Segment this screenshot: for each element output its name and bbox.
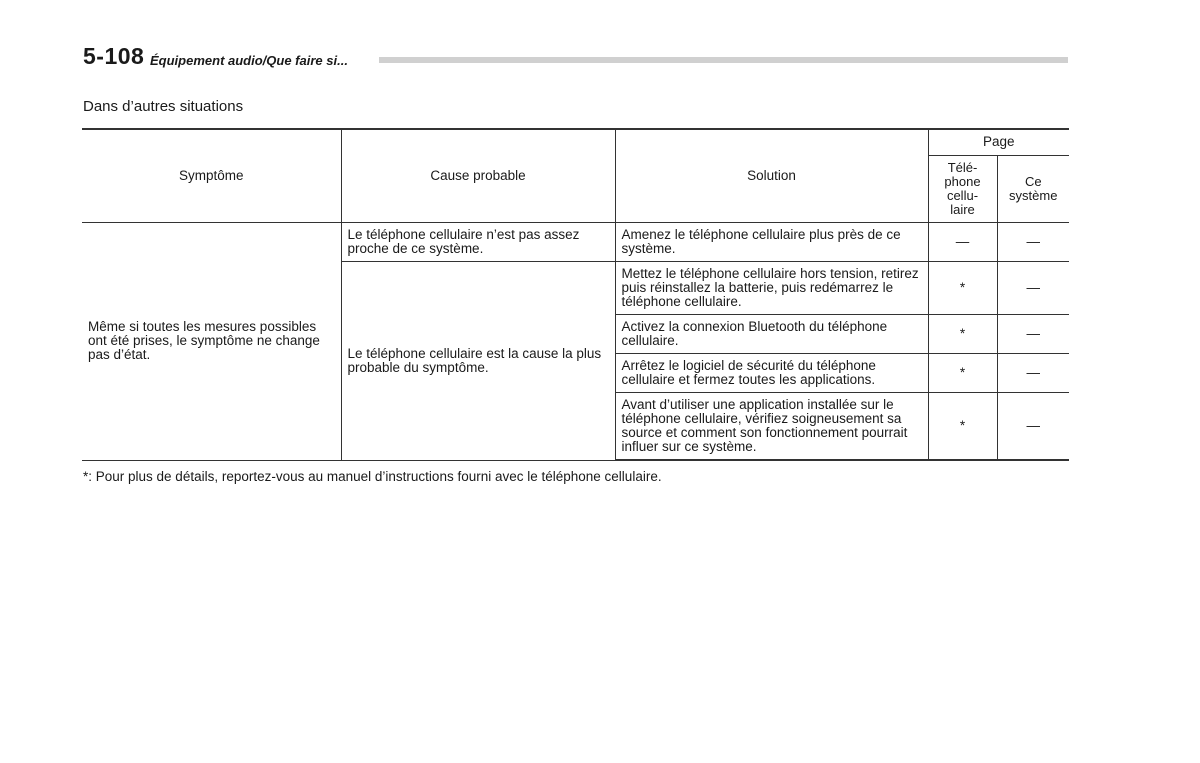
header-rule xyxy=(379,57,1068,63)
solution-cell: Avant d’utiliser une application installée sur le téléphone cellulaire, vérifiez soigneusement sa source et comment son fonctionnement pourrait influer sur ce système. xyxy=(615,392,928,460)
system-page-cell: — xyxy=(997,261,1069,314)
page-number: 5-108 xyxy=(83,43,145,69)
troubleshooting-table xyxy=(82,128,1069,461)
header-row xyxy=(82,129,1069,155)
header-cause: Cause probable xyxy=(341,129,615,222)
system-page-cell: — xyxy=(997,222,1069,261)
phone-page-cell: * xyxy=(928,353,997,392)
header-phone: Télé- phone cellu- laire xyxy=(928,155,997,222)
solution-cell: Activez la connexion Bluetooth du téléphone cellulaire. xyxy=(615,314,928,353)
header-page: Page xyxy=(928,129,1069,155)
solution-cell: Amenez le téléphone cellulaire plus près de ce système. xyxy=(615,222,928,261)
header-symptom: Symptôme xyxy=(82,129,341,222)
phone-page-cell: * xyxy=(928,314,997,353)
phone-page-cell: * xyxy=(928,261,997,314)
phone-page-cell: — xyxy=(928,222,997,261)
cause-cell: Le téléphone cellulaire n’est pas assez proche de ce système. xyxy=(341,222,615,261)
section-title: Équipement audio/Que faire si... xyxy=(150,53,348,68)
table-row xyxy=(82,222,1069,261)
subsection-title: Dans d’autres situations xyxy=(83,98,244,115)
cause-cell: Le téléphone cellulaire est la cause la plus probable du symptôme. xyxy=(341,261,615,460)
symptom-cell: Même si toutes les mesures possibles ont été prises, le symptôme ne change pas d’état. xyxy=(82,222,341,460)
system-page-cell: — xyxy=(997,353,1069,392)
header-system: Ce système xyxy=(997,155,1069,222)
header-solution: Solution xyxy=(615,129,928,222)
system-page-cell: — xyxy=(997,392,1069,460)
system-page-cell: — xyxy=(997,314,1069,353)
phone-page-cell: * xyxy=(928,392,997,460)
solution-cell: Mettez le téléphone cellulaire hors tension, retirez puis réinstallez la batterie, puis redémarrez le téléphone cellulaire. xyxy=(615,261,928,314)
footnote: *: Pour plus de détails, reportez-vous au manuel d’instructions fourni avec le téléphone cellulaire. xyxy=(83,469,662,484)
solution-cell: Arrêtez le logiciel de sécurité du téléphone cellulaire et fermez toutes les applications. xyxy=(615,353,928,392)
page-header xyxy=(83,40,1068,70)
